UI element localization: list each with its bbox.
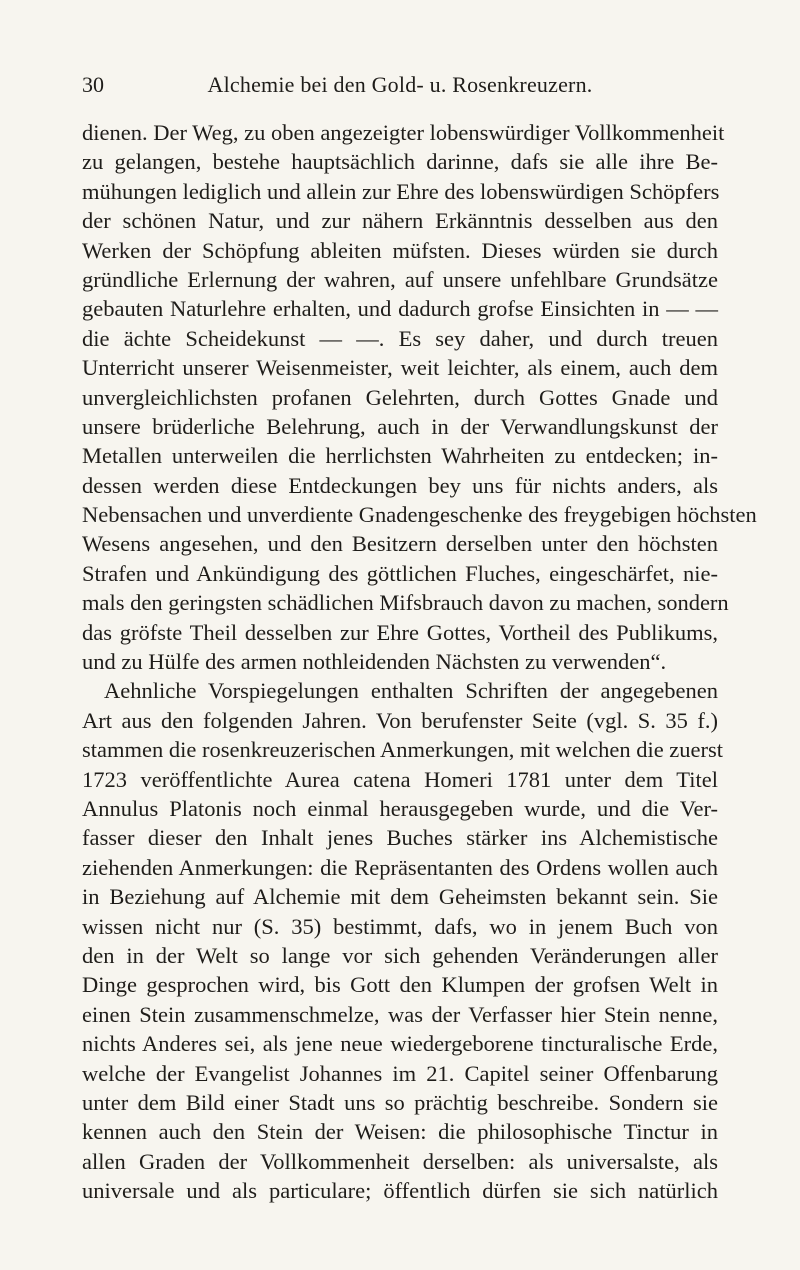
- text-line: Werken der Schöpfung ableiten müfsten. Dieses würden sie durch: [82, 237, 718, 263]
- text-line: Wesens angesehen, und den Besitzern derselben unter den höchsten: [82, 531, 718, 557]
- text-line: 1723 veröffentlichte Aurea catena Homeri 1781 unter dem Titel: [82, 766, 718, 792]
- text-line: den in der Welt so lange vor sich gehenden Veränderungen aller: [82, 942, 718, 968]
- text-line: und zu Hülfe des armen nothleidenden Nächsten zu verwenden“.: [82, 649, 667, 675]
- text-line: Art aus den folgenden Jahren. Von berufenster Seite (vgl. S. 35 f.): [82, 707, 718, 733]
- text-line: stammen die rosenkreuzerischen Anmerkungen, mit welchen die zuerst: [82, 737, 724, 763]
- text-line: fasser dieser den Inhalt jenes Buches stärker ins Alchemistische: [82, 825, 718, 851]
- text-line: nichts Anderes sei, als jene neue wiedergeborene tincturalische Erde,: [82, 1031, 718, 1057]
- text-line: der schönen Natur, und zur nähern Erkänntnis desselben aus den: [82, 208, 718, 234]
- text-line: unsere brüderliche Belehrung, auch in der Verwandlungskunst der: [82, 413, 718, 439]
- text-line: ziehenden Anmerkungen: die Repräsentanten des Ordens wollen auch: [82, 854, 718, 880]
- text-line: Strafen und Ankündigung des göttlichen Fluches, eingeschärfet, nie-: [82, 560, 718, 586]
- text-line: die ächte Scheidekunst — —. Es sey daher, und durch treuen: [82, 325, 718, 351]
- text-line: Aehnliche Vorspiegelungen enthalten Schriften der angegebenen: [104, 678, 718, 704]
- text-line: universale und als particulare; öffentlich dürfen sie sich natürlich: [82, 1178, 718, 1204]
- body-text: [82, 118, 757, 1205]
- text-line: dienen. Der Weg, zu oben angezeigter lobenswürdiger Vollkommenheit: [82, 120, 725, 145]
- text-line: in Beziehung auf Alchemie mit dem Geheimsten bekannt sein. Sie: [82, 884, 718, 910]
- text-line: gebauten Naturlehre erhalten, und dadurch grofse Einsichten in — —: [82, 296, 718, 322]
- text-line: welche der Evangelist Johannes im 21. Capitel seiner Offenbarung: [82, 1060, 718, 1086]
- text-line: Annulus Platonis noch einmal herausgegeben wurde, und die Ver-: [82, 795, 718, 821]
- text-line: wissen nicht nur (S. 35) bestimmt, dafs, wo in jenem Buch von: [82, 913, 718, 939]
- page-header: [82, 70, 718, 100]
- text-line: kennen auch den Stein der Weisen: die philosophische Tinctur in: [82, 1119, 718, 1145]
- text-line: mals den geringsten schädlichen Mifsbrauch davon zu machen, sondern: [82, 590, 729, 616]
- text-line: unvergleichlichsten profanen Gelehrten, durch Gottes Gnade und: [82, 384, 718, 410]
- text-line: zu gelangen, bestehe hauptsächlich darinne, dafs sie alle ihre Be-: [82, 149, 718, 175]
- text-line: Metallen unterweilen die herrlichsten Wahrheiten zu entdecken; in-: [82, 443, 718, 469]
- text-line: gründliche Erlernung der wahren, auf unsere unfehlbare Grundsätze: [82, 266, 718, 292]
- text-line: Dinge gesprochen wird, bis Gott den Klumpen der grofsen Welt in: [82, 972, 718, 998]
- text-line: dessen werden diese Entdeckungen bey uns für nichts anders, als: [82, 472, 718, 498]
- running-head: Alchemie bei den Gold- u. Rosenkreuzern.: [207, 72, 593, 97]
- text-line: Nebensachen und unverdiente Gnadengeschenke des freygebigen höchsten: [82, 502, 757, 528]
- text-line: unter dem Bild einer Stadt uns so prächtig beschreibe. Sondern sie: [82, 1089, 718, 1115]
- page-number: 30: [82, 72, 104, 97]
- text-line: mühungen lediglich und allein zur Ehre des lobenswürdigen Schöpfers: [82, 178, 720, 204]
- text-line: allen Graden der Vollkommenheit derselben: als universalste, als: [82, 1148, 718, 1174]
- text-line: Unterricht unserer Weisenmeister, weit leichter, als einem, auch dem: [82, 355, 718, 381]
- text-line: das gröfste Theil desselben zur Ehre Gottes, Vortheil des Publikums,: [82, 619, 718, 645]
- text-line: einen Stein zusammenschmelze, was der Verfasser hier Stein nenne,: [82, 1001, 718, 1027]
